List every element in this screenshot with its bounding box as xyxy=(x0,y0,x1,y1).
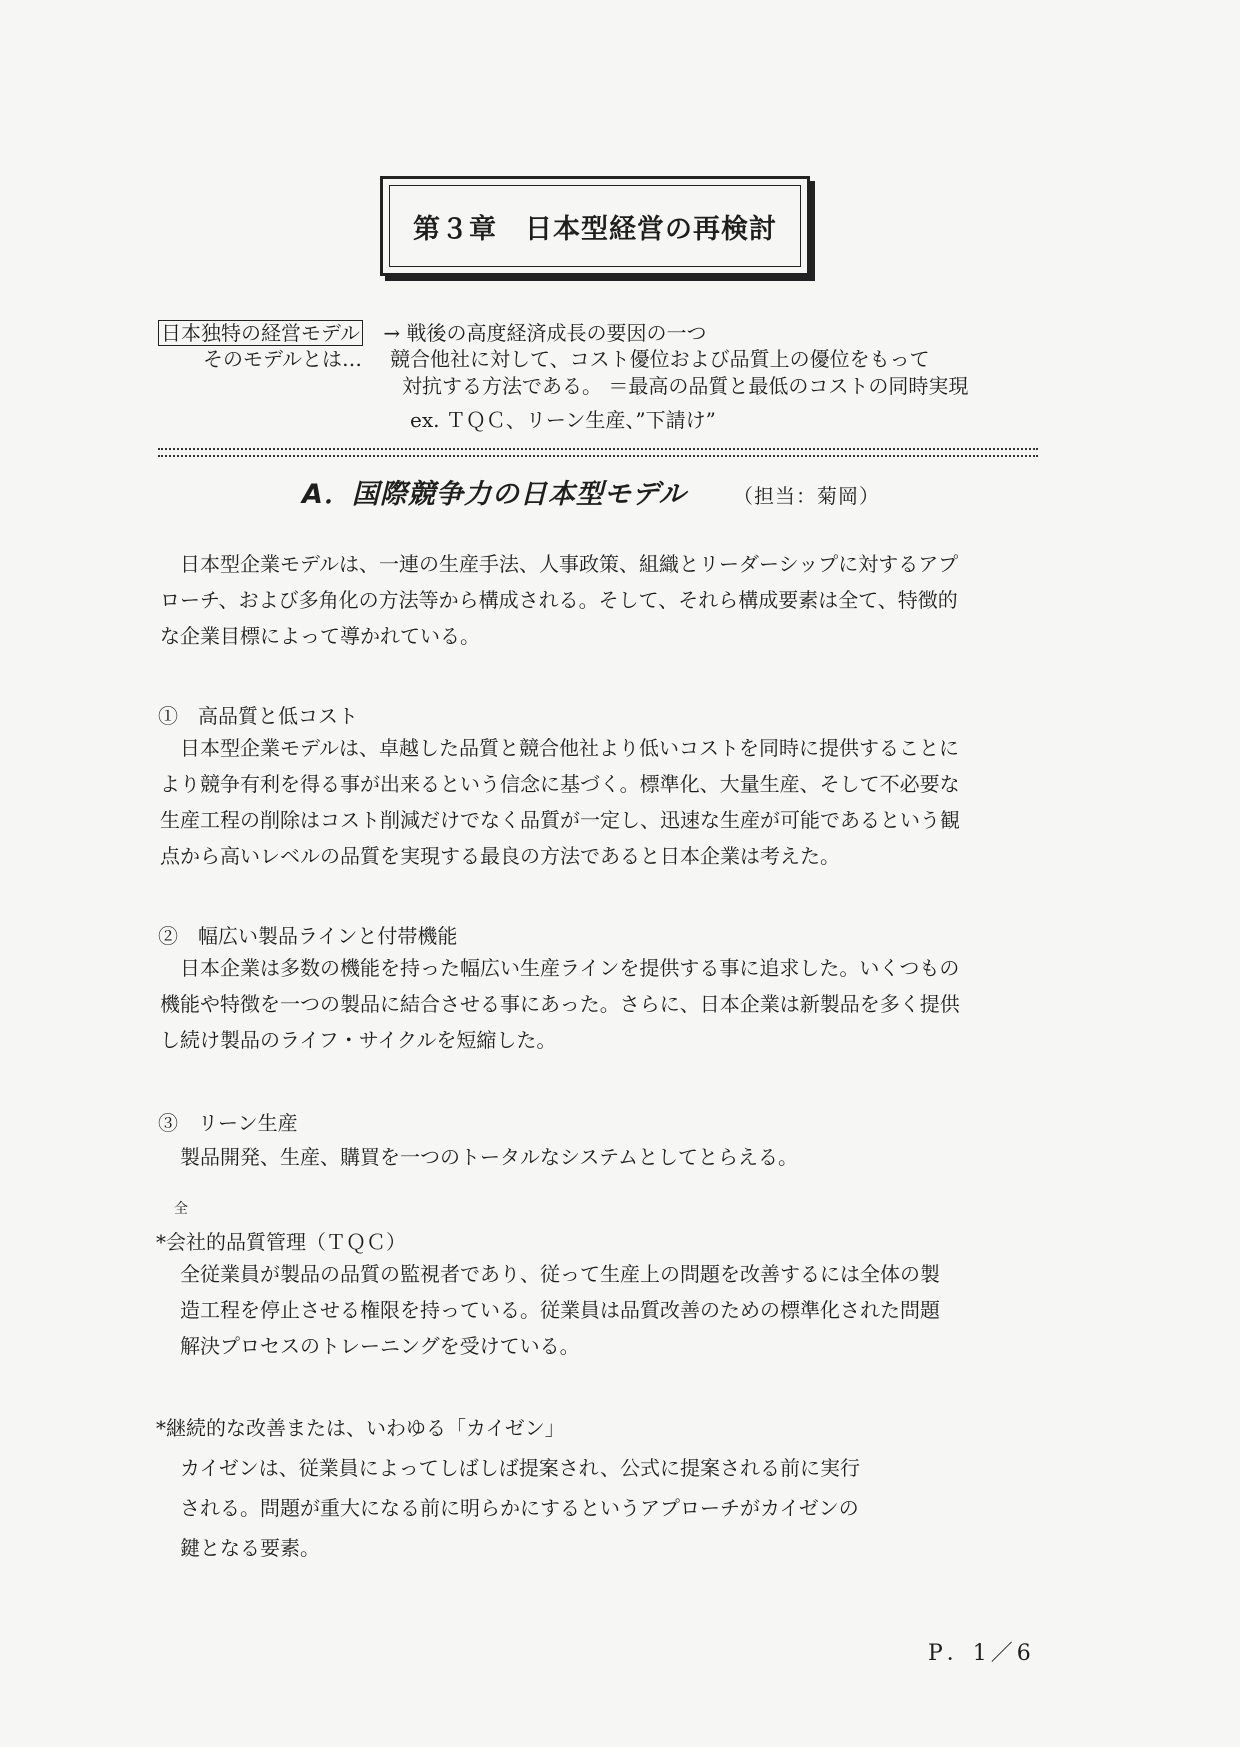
item3-heading: ③ リーン生産 xyxy=(158,1111,298,1135)
model-line-1: 競合他社に対して、コスト優位および品質上の優位をもって xyxy=(390,347,930,371)
model-label: そのモデルとは… xyxy=(203,347,362,371)
intro-paragraph xyxy=(160,546,958,654)
paragraph-line: ローチ、および多角化の方法等から構成される。そして、それら構成要素は全て、特徴的 xyxy=(160,588,958,612)
section-title: A．国際競争力の日本型モデル xyxy=(302,479,687,510)
item2-paragraph xyxy=(160,950,960,1058)
item1-paragraph xyxy=(160,730,960,874)
paragraph-line: 造工程を停止させる権限を持っている。従業員は品質改善のための標準化された問題 xyxy=(160,1298,940,1322)
chapter-title: 第３章 日本型経営の再検討 xyxy=(389,185,801,267)
paragraph-line: される。問題が重大になる前に明らかにするというアプローチがカイゼンの xyxy=(160,1496,859,1520)
item2-heading: ② 幅広い製品ラインと付帯機能 xyxy=(158,924,458,948)
example-line: ex. ＴＱＣ、リーン生産、”下請け” xyxy=(410,408,716,432)
chapter-title-box xyxy=(380,176,810,276)
paragraph-line: 日本型企業モデルは、一連の生産手法、人事政策、組織とリーダーシップに対するアプ xyxy=(160,552,959,576)
paragraph-line: 解決プロセスのトレーニングを受けている。 xyxy=(160,1334,580,1358)
handwritten-correction: 全 xyxy=(174,1201,188,1217)
page-number: P．1／6 xyxy=(928,1641,1035,1666)
paragraph-line: 日本企業は多数の機能を持った幅広い生産ラインを提供する事に追求した。いくつもの xyxy=(160,956,960,980)
paragraph-line: な企業目標によって導かれている。 xyxy=(160,624,480,648)
model-label-desc: → 戦後の高度経済成長の要因の一つ xyxy=(383,321,707,345)
section-divider xyxy=(158,448,1038,457)
model-line-2: 対抗する方法である。 ＝最高の品質と最低のコストの同時実現 xyxy=(402,374,969,398)
section-heading xyxy=(302,472,880,511)
intro-line-1 xyxy=(158,320,706,346)
kaizen-paragraph xyxy=(160,1448,860,1568)
paragraph-line: し続け製品のライフ・サイクルを短縮した。 xyxy=(160,1028,557,1052)
paragraph-line: 鍵となる要素。 xyxy=(160,1536,320,1560)
section-person: （担当：菊岡） xyxy=(732,484,880,508)
item3-paragraph xyxy=(160,1139,798,1175)
paragraph-line: 生産工程の削除はコスト削減だけでなく品質が一定し、迅速な生産が可能であるという観 xyxy=(160,808,960,832)
paragraph-line: 点から高いレベルの品質を実現する最良の方法であると日本企業は考えた。 xyxy=(160,844,840,868)
paragraph-line: 製品開発、生産、購買を一つのトータルなシステムとしてとらえる。 xyxy=(160,1145,798,1169)
paragraph-line: より競争有利を得る事が出来るという信念に基づく。標準化、大量生産、そして不必要な xyxy=(160,772,960,796)
paragraph-line: 機能や特徴を一つの製品に結合させる事にあった。さらに、日本企業は新製品を多く提供 xyxy=(160,992,960,1016)
tqc-paragraph xyxy=(160,1256,940,1364)
paragraph-line: 全従業員が製品の品質の監視者であり、従って生産上の問題を改善するには全体の製 xyxy=(160,1262,940,1286)
tqc-heading: *会社的品質管理（ＴＱＣ） xyxy=(156,1230,406,1254)
item1-heading: ① 高品質と低コスト xyxy=(158,704,358,728)
paragraph-line: カイゼンは、従業員によってしばしば提案され、公式に提案される前に実行 xyxy=(160,1456,860,1480)
model-label-boxed: 日本独特の経営モデル xyxy=(158,320,363,346)
paragraph-line: 日本型企業モデルは、卓越した品質と競合他社より低いコストを同時に提供することに xyxy=(160,736,959,760)
kaizen-heading: *継続的な改善または、いわゆる「カイゼン」 xyxy=(156,1416,565,1440)
